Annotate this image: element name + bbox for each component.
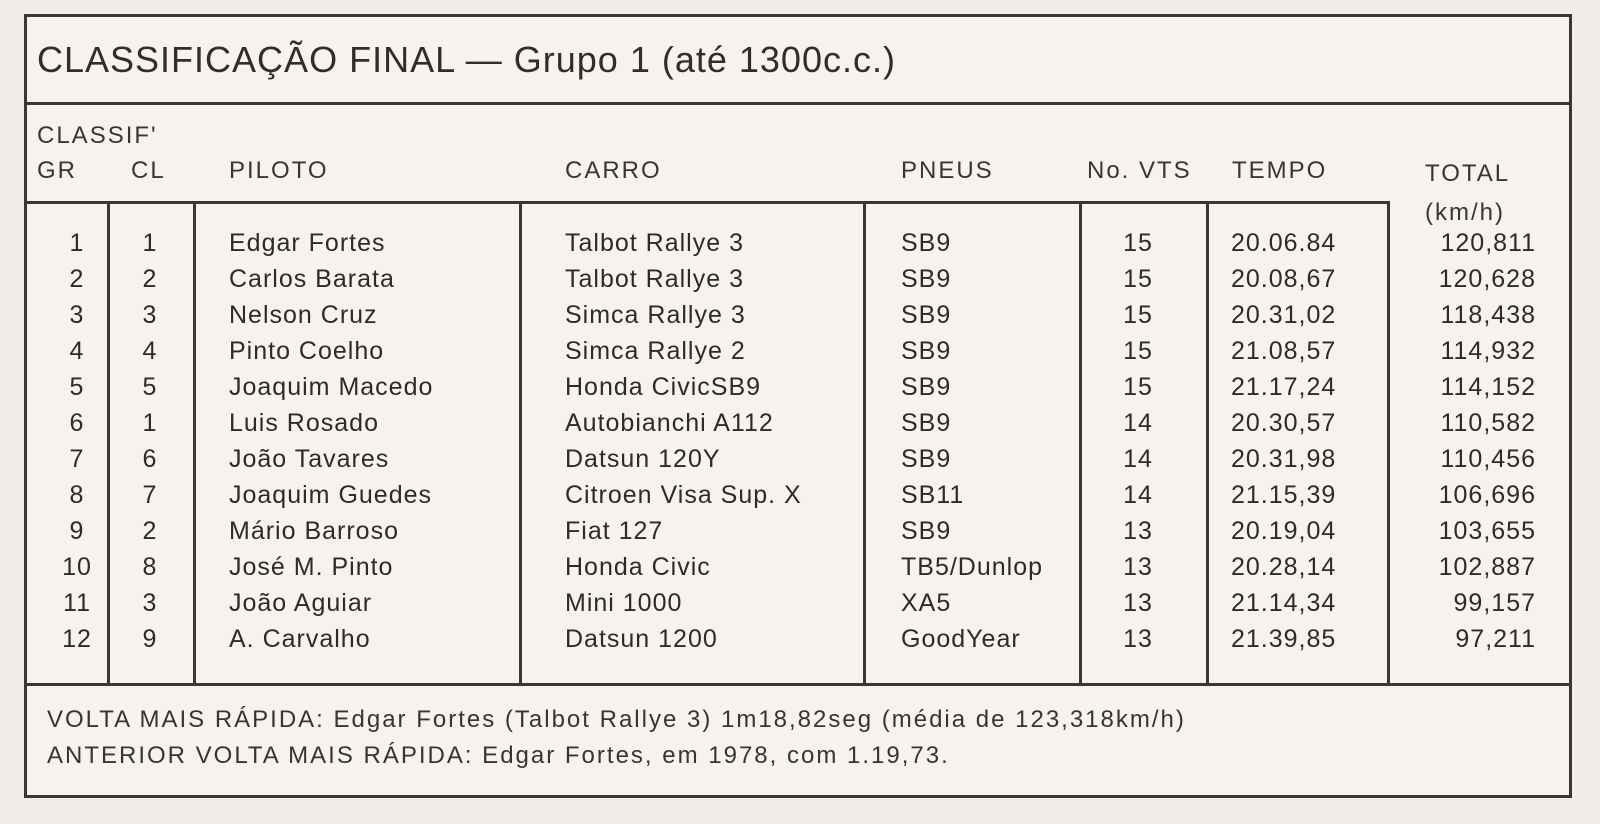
row-cl: 9	[142, 625, 158, 653]
header-classif: CLASSIF'	[37, 122, 158, 149]
row-voltas: 14	[1123, 409, 1153, 437]
row-total: 114,932	[1440, 337, 1536, 365]
column-divider	[193, 201, 196, 683]
row-carro: Citroen Visa Sup. X	[565, 481, 802, 509]
row-gr: 11	[63, 589, 91, 617]
row-total: 110,582	[1440, 409, 1536, 437]
row-gr: 2	[69, 265, 85, 293]
row-pneus: TB5/Dunlop	[901, 553, 1044, 581]
row-voltas: 15	[1123, 301, 1153, 329]
row-piloto: João Aguiar	[229, 589, 373, 617]
row-total: 103,655	[1438, 517, 1536, 545]
row-carro: Autobianchi A112	[565, 409, 774, 437]
row-piloto: Luis Rosado	[229, 409, 379, 437]
row-carro: Honda CivicSB9	[565, 373, 762, 401]
row-carro: Talbot Rallye 3	[565, 265, 744, 293]
row-carro: Mini 1000	[565, 589, 683, 617]
header-pneus: PNEUS	[901, 157, 994, 184]
column-divider	[519, 201, 522, 683]
row-carro: Simca Rallye 3	[565, 301, 746, 329]
row-total: 97,211	[1455, 625, 1536, 653]
row-total: 118,438	[1440, 301, 1536, 329]
row-gr: 5	[69, 373, 85, 401]
previous-fastest-lap-note: ANTERIOR VOLTA MAIS RÁPIDA: Edgar Fortes, em 1978, com 1.19,73.	[47, 742, 950, 769]
row-total: 114,152	[1440, 373, 1536, 401]
row-cl: 3	[142, 589, 158, 617]
header-carro: CARRO	[565, 157, 662, 184]
row-total: 120,811	[1440, 229, 1536, 257]
row-gr: 1	[69, 229, 85, 257]
row-cl: 8	[142, 553, 158, 581]
row-cl: 6	[142, 445, 158, 473]
row-voltas: 13	[1123, 589, 1153, 617]
row-total: 106,696	[1438, 481, 1536, 509]
row-gr: 10	[62, 553, 92, 581]
row-voltas: 15	[1123, 229, 1153, 257]
row-pneus: SB9	[901, 229, 952, 257]
column-divider	[863, 201, 866, 683]
row-total: 110,456	[1440, 445, 1536, 473]
row-tempo: 20.08,67	[1231, 265, 1337, 293]
row-cl: 7	[142, 481, 158, 509]
row-carro: Fiat 127	[565, 517, 664, 545]
row-pneus: SB9	[901, 301, 952, 329]
row-tempo: 20.31,02	[1231, 301, 1337, 329]
row-pneus: SB9	[901, 445, 952, 473]
row-piloto: Pinto Coelho	[229, 337, 385, 365]
row-piloto: A. Carvalho	[229, 625, 371, 653]
title-bar	[27, 17, 1569, 105]
header-piloto: PILOTO	[229, 157, 329, 184]
row-pneus: GoodYear	[901, 625, 1021, 653]
header-tempo: TEMPO	[1232, 157, 1328, 184]
row-pneus: SB9	[901, 517, 952, 545]
row-pneus: SB9	[901, 373, 952, 401]
row-carro: Simca Rallye 2	[565, 337, 746, 365]
row-tempo: 20.28,14	[1231, 553, 1337, 581]
footer-notes	[27, 683, 1569, 798]
row-piloto: Mário Barroso	[229, 517, 399, 545]
row-piloto: José M. Pinto	[229, 553, 394, 581]
row-gr: 9	[69, 517, 85, 545]
row-gr: 8	[69, 481, 85, 509]
column-divider	[1079, 201, 1082, 683]
header-gr: GR	[37, 157, 77, 184]
column-divider	[1387, 201, 1390, 683]
table-title: CLASSIFICAÇÃO FINAL — Grupo 1 (até 1300c.c.)	[37, 39, 896, 80]
row-tempo: 20.31,98	[1231, 445, 1337, 473]
results-table-frame	[24, 14, 1572, 798]
row-gr: 6	[69, 409, 85, 437]
row-piloto: Carlos Barata	[229, 265, 395, 293]
row-gr: 3	[69, 301, 85, 329]
row-voltas: 14	[1123, 445, 1153, 473]
row-tempo: 20.19,04	[1231, 517, 1337, 545]
row-pneus: SB9	[901, 409, 952, 437]
row-tempo: 21.17,24	[1231, 373, 1337, 401]
row-pneus: SB11	[901, 481, 965, 509]
row-tempo: 21.15,39	[1231, 481, 1337, 509]
row-pneus: SB9	[901, 265, 952, 293]
row-cl: 2	[142, 265, 158, 293]
header-total-unit: (km/h)	[1425, 199, 1505, 226]
row-piloto: Joaquim Guedes	[229, 481, 433, 509]
row-carro: Datsun 1200	[565, 625, 718, 653]
header-voltas: No. VTS	[1087, 157, 1192, 184]
row-cl: 2	[142, 517, 158, 545]
row-total: 102,887	[1438, 553, 1536, 581]
fastest-lap-note: VOLTA MAIS RÁPIDA: Edgar Fortes (Talbot Rallye 3) 1m18,82seg (média de 123,318km/h)	[47, 706, 1186, 733]
row-voltas: 15	[1123, 337, 1153, 365]
row-gr: 12	[62, 625, 92, 653]
row-voltas: 13	[1123, 517, 1153, 545]
row-voltas: 13	[1123, 553, 1153, 581]
row-tempo: 20.30,57	[1231, 409, 1337, 437]
row-pneus: SB9	[901, 337, 952, 365]
header-divider	[27, 201, 1389, 204]
row-tempo: 21.08,57	[1231, 337, 1337, 365]
row-gr: 7	[69, 445, 85, 473]
row-tempo: 21.39,85	[1231, 625, 1337, 653]
header-total: TOTAL	[1425, 160, 1511, 187]
column-divider	[1206, 201, 1209, 683]
row-piloto: Edgar Fortes	[229, 229, 386, 257]
row-total: 120,628	[1438, 265, 1536, 293]
row-cl: 3	[142, 301, 158, 329]
row-voltas: 14	[1123, 481, 1153, 509]
row-carro: Talbot Rallye 3	[565, 229, 744, 257]
row-gr: 4	[69, 337, 85, 365]
row-carro: Datsun 120Y	[565, 445, 721, 473]
row-piloto: Joaquim Macedo	[229, 373, 434, 401]
row-cl: 4	[142, 337, 158, 365]
row-piloto: João Tavares	[229, 445, 390, 473]
row-tempo: 20.06.84	[1231, 229, 1337, 257]
row-cl: 1	[142, 409, 158, 437]
row-cl: 1	[142, 229, 158, 257]
row-piloto: Nelson Cruz	[229, 301, 378, 329]
row-voltas: 13	[1123, 625, 1153, 653]
header-cl: CL	[131, 157, 166, 184]
row-voltas: 15	[1123, 265, 1153, 293]
column-divider	[107, 201, 110, 683]
row-tempo: 21.14,34	[1231, 589, 1337, 617]
row-cl: 5	[142, 373, 158, 401]
row-carro: Honda Civic	[565, 553, 711, 581]
row-voltas: 15	[1123, 373, 1153, 401]
row-pneus: XA5	[901, 589, 952, 617]
row-total: 99,157	[1453, 589, 1536, 617]
